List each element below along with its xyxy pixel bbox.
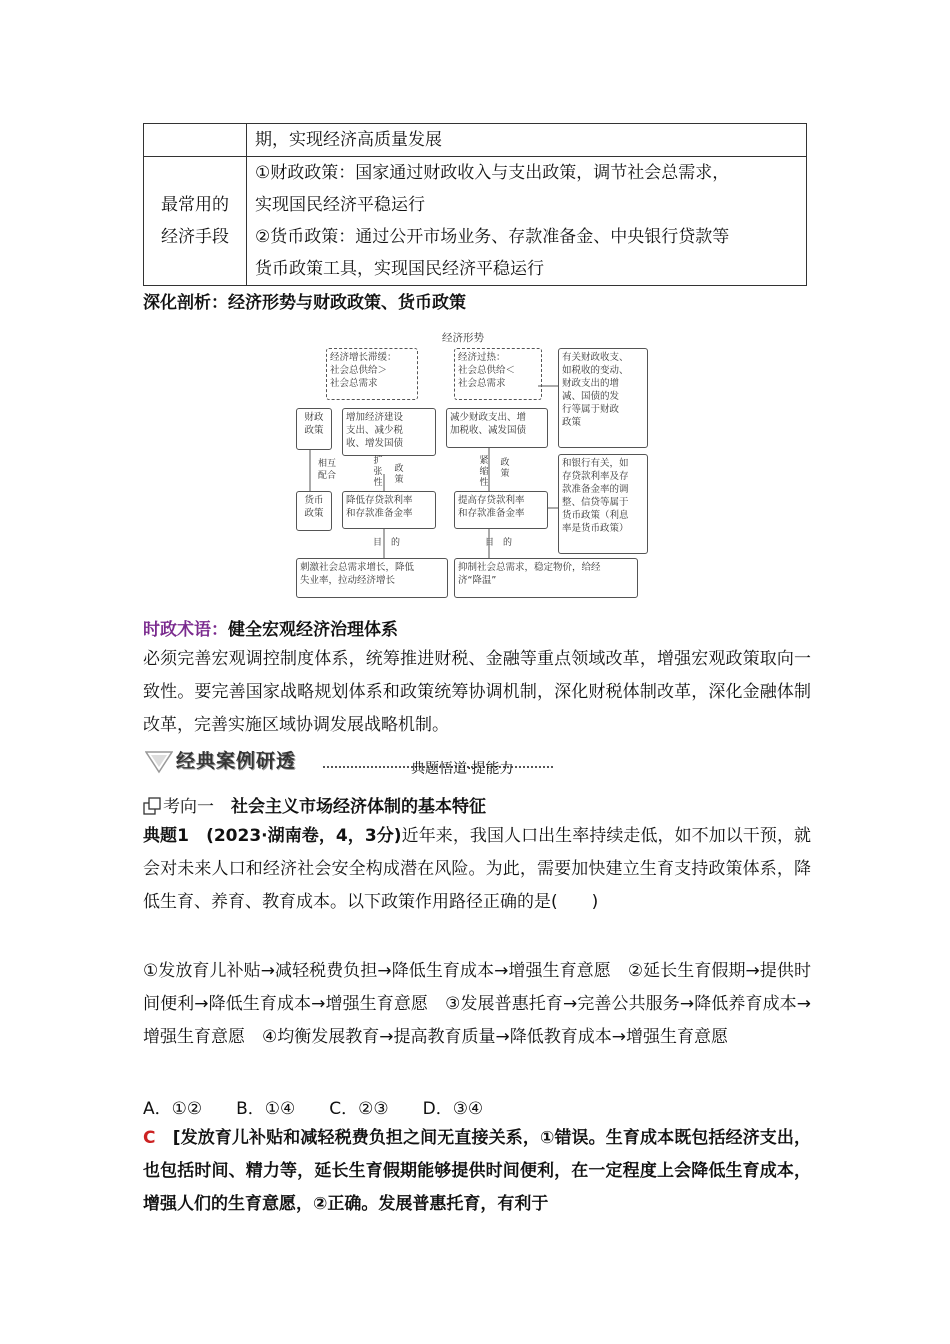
right-result-box — [454, 558, 638, 598]
question-paragraph — [143, 820, 811, 919]
statements-paragraph: ①发放育儿补贴→减轻税费负担→降低生育成本→增强生育意愿 ②延长生育假期→提供时间便利→降低生育成本→增强生育意愿 ③发展普惠托育→完善公共服务→降低养育成本→增强生育意愿 ④均衡发展教育→提高教育质量→降低教育成本→增强生育意愿 — [143, 961, 811, 1047]
box-line: 经济增长滞缓： — [330, 352, 397, 363]
question-text: 近年来，我国人口出生率持续走低，如不加以干预，就会对未来人口和经济社会安全构成潜在风险。为此，需要加快建立生育支持政策体系，降低生育、养育、教育成本。以下政策作用路径正确的是( ) — [143, 826, 812, 912]
expand-monetary-box — [342, 491, 436, 529]
expand-fiscal-box — [342, 408, 436, 456]
monetary-policy-box — [296, 491, 332, 531]
box-line: 财政 — [304, 412, 324, 423]
box-line: 整、信贷等属于 — [562, 497, 629, 508]
box-line: 经济过热： — [458, 352, 506, 363]
box-line: 和存款准备金率 — [458, 508, 525, 519]
box-line: 相互 — [317, 459, 336, 469]
box-line: 减、国债的发 — [562, 391, 620, 402]
policy-label-right: 政策 — [500, 458, 510, 479]
economic-policy-diagram — [296, 328, 650, 600]
box-line: 济“降温” — [458, 575, 497, 586]
box-line: 货币 — [304, 495, 324, 506]
table-body-cell — [247, 157, 807, 286]
box-line: 政策 — [562, 417, 582, 428]
term-title: 健全宏观经济治理体系 — [228, 620, 398, 640]
box-line: 减少财政支出、增 — [450, 412, 527, 423]
options-line: A．①② B．①④ C．②③ D．③④ — [143, 1099, 484, 1119]
answer-letter: C — [143, 1128, 156, 1148]
tight-label: 紧缩性 — [479, 456, 489, 488]
body-line: ①财政政策：国家通过财政收入与支出政策，调节社会总需求， — [255, 163, 730, 183]
slow-growth-box — [326, 348, 418, 400]
banner-title: 经典案例研透 — [176, 750, 297, 772]
fiscal-policy-box — [296, 408, 332, 450]
table-head-cell — [144, 124, 247, 157]
section-banner — [143, 744, 663, 778]
expansionary-label: 扩张性 — [373, 456, 383, 488]
topic-label: 考向一 — [163, 797, 214, 817]
fiscal-note-box — [558, 348, 648, 448]
table-row — [144, 157, 807, 286]
box-line: 收、增发国债 — [346, 438, 404, 449]
box-line: 提高存贷款利率 — [458, 495, 525, 506]
monetary-note-box — [558, 454, 648, 554]
box-line: 存贷款利率及存 — [562, 471, 629, 482]
box-line: 刺激社会总需求增长，降低 — [300, 562, 415, 573]
box-line: 抑制社会总需求，稳定物价，给经 — [458, 562, 601, 573]
box-line: 失业率，拉动经济增长 — [300, 575, 396, 586]
box-line: 社会总需求 — [330, 378, 378, 389]
box-line: 财政支出的增 — [562, 378, 620, 389]
box-line: 社会总供给＞ — [330, 365, 388, 376]
box-line: 政策 — [304, 425, 324, 436]
table-body-cell: 期，实现经济高质量发展 — [247, 124, 807, 157]
body-line: ②货币政策：通过公开市场业务、存款准备金、中央银行贷款等 — [255, 227, 730, 247]
head-line: 最常用的 — [161, 195, 229, 215]
topic-title: 社会主义市场经济体制的基本特征 — [231, 797, 486, 817]
term-label: 时政术语： — [143, 620, 228, 640]
body-line: 实现国民经济平稳运行 — [255, 195, 425, 215]
box-line: 货币政策（利息 — [562, 510, 629, 521]
economic-means-table — [143, 123, 807, 286]
topic-line — [143, 792, 486, 817]
box-line: 和银行有关，如 — [562, 458, 629, 469]
box-line: 政策 — [304, 508, 324, 519]
mutual-label — [312, 456, 342, 484]
diagram-top-label: 经济形势 — [442, 332, 484, 344]
table-row — [144, 124, 807, 157]
box-line: 社会总供给＜ — [458, 365, 516, 376]
squares-icon — [143, 797, 163, 815]
question-source: (2023·湖南卷，4，3分) — [206, 826, 402, 846]
box-line: 社会总需求 — [458, 378, 506, 389]
box-line: 率是货币政策） — [562, 523, 629, 534]
answer-text: [发放育儿补贴和减轻税费负担之间无直接关系，①错误。生育成本既包括经济支出，也包括时间、精力等，延长生育假期能够提供时间便利，在一定程度上会降低生育成本，增强人们的生育意愿，②正确。发展普惠托育，有利于 — [143, 1128, 812, 1214]
box-line: 降低存贷款利率 — [346, 495, 413, 506]
box-line: 加税收、减发国债 — [450, 425, 527, 436]
purpose-label-right: 目 的 — [485, 538, 513, 548]
tight-monetary-box — [454, 491, 548, 529]
analysis-heading: 深化剖析：经济形势与财政政策、货币政策 — [143, 293, 466, 313]
box-line: 和存款准备金率 — [346, 508, 413, 519]
box-line: 增加经济建设 — [346, 412, 404, 423]
triangle-icon — [145, 750, 173, 774]
term-paragraph: 必须完善宏观调控制度体系，统筹推进财税、金融等重点领域改革，增强宏观政策取向一致性。要完善国家战略规划体系和政策统筹协调机制，深化财税体制改革，深化金融体制改革，完善实施区域协调发展战略机制。 — [143, 649, 811, 735]
box-line: 如税收的变动、 — [562, 365, 629, 376]
term-heading — [143, 615, 398, 640]
body-line: 货币政策工具，实现国民经济平稳运行 — [255, 259, 544, 279]
purpose-label-left: 目 的 — [373, 538, 401, 548]
policy-label-left: 政策 — [394, 464, 404, 485]
box-line: 款准备金率的调 — [562, 484, 629, 495]
box-line: 支出、减少税 — [346, 425, 404, 436]
box-line: 行等属于财政 — [562, 404, 620, 415]
table-head-cell — [144, 157, 247, 286]
answer-paragraph — [143, 1122, 811, 1221]
tight-fiscal-box — [446, 408, 548, 448]
banner-subtitle: 典题悟道·提能力 — [411, 761, 514, 777]
question-label: 典题1 — [143, 826, 189, 846]
head-line: 经济手段 — [161, 227, 229, 247]
left-result-box — [296, 558, 448, 598]
box-line: 有关财政收支、 — [562, 352, 629, 363]
overheat-box — [454, 348, 542, 400]
box-line: 配合 — [317, 471, 336, 481]
